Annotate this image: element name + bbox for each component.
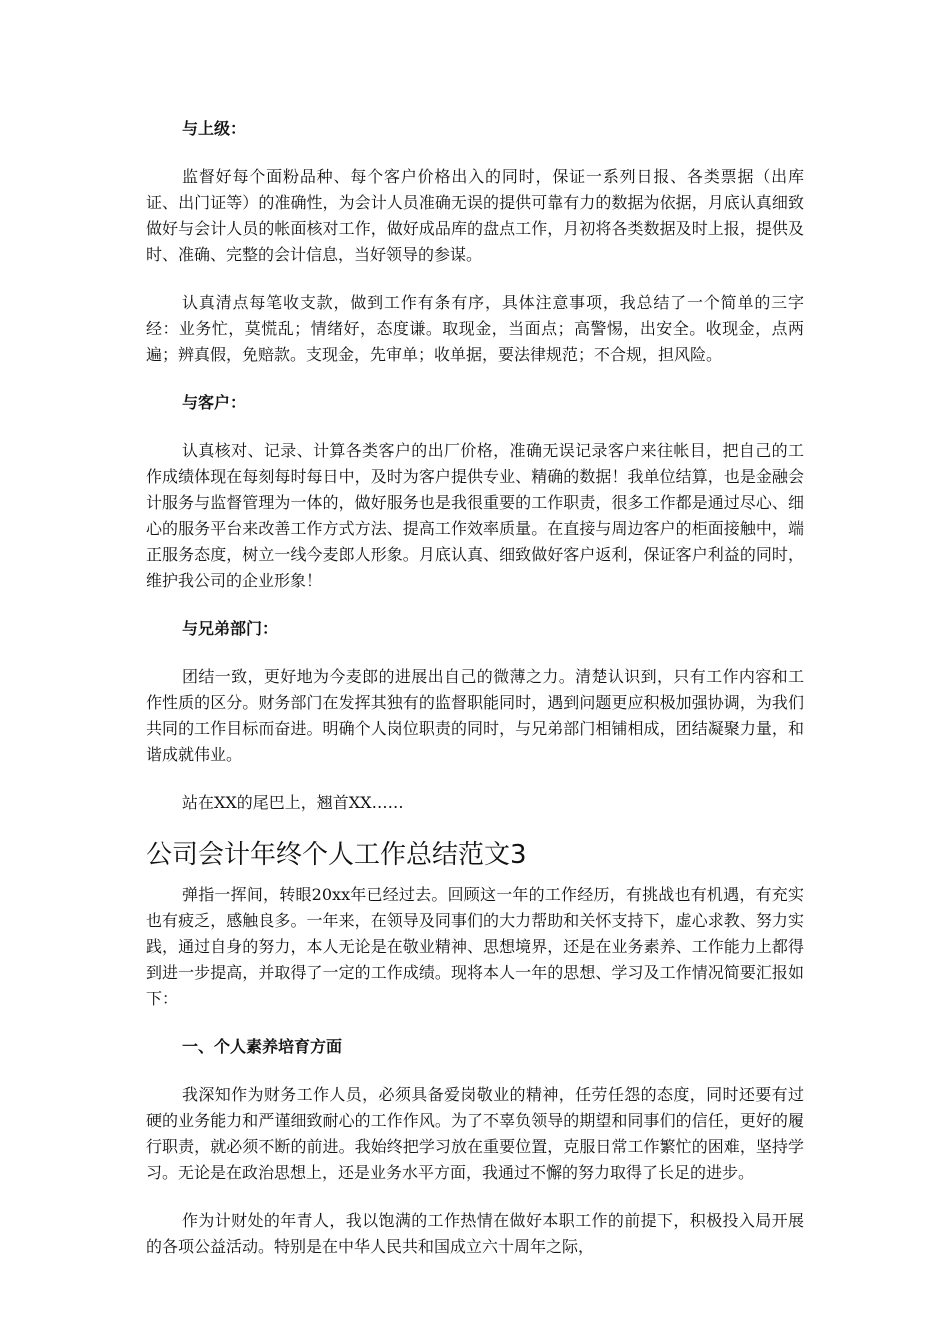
section-heading-personal-quality: 一、个人素养培育方面	[182, 1037, 343, 1056]
article-title: 公司会计年终个人工作总结范文3	[146, 840, 527, 870]
paragraph: 作为计财处的年青人，我以饱满的工作热情在做好本职工作的前提下，积极投入局开展的各项公益活动。特别是在中华人民共和国成立六十周年之际，	[146, 1211, 804, 1256]
paragraph: 我深知作为财务工作人员，必须具备爱岗敬业的精神，任劳任怨的态度，同时还要有过硬的业务能力和严谨细致耐心的工作作风。为了不辜负领导的期望和同事们的信任，更好的履行职责，就必须不断的前进。我始终把学习放在重要位置，克服日常工作繁忙的困难，坚持学习。无论是在政治思想上，还是业务水平方面，我通过不懈的努力取得了长足的进步。	[146, 1085, 804, 1182]
paragraph: 团结一致，更好地为今麦郎的进展出自己的微薄之力。清楚认识到，只有工作内容和工作性质的区分。财务部门在发挥其独有的监督职能同时，遇到问题更应积极加强协调，为我们共同的工作目标而奋进。明确个人岗位职责的同时，与兄弟部门相铺相成，团结凝聚力量，和谐成就伟业。	[146, 667, 804, 764]
section-heading-customers: 与客户：	[182, 393, 247, 412]
section-heading-departments: 与兄弟部门：	[182, 619, 279, 638]
section-heading-superiors: 与上级：	[182, 119, 247, 138]
paragraph: 弹指一挥间，转眼20xx年已经过去。回顾这一年的工作经历，有挑战也有机遇，有充实也有疲乏，感触良多。一年来，在领导及同事们的大力帮助和关怀支持下，虚心求教、努力实践，通过自身的努力，本人无论是在敬业精神、思想境界，还是在业务素养、工作能力上都得到进一步提高，并取得了一定的工作成绩。现将本人一年的思想、学习及工作情况简要汇报如下：	[146, 885, 804, 1008]
paragraph: 认真清点每笔收支款，做到工作有条有序，具体注意事项，我总结了一个简单的三字经：业务忙，莫慌乱；情绪好，态度谦。取现金，当面点；高警惕，出安全。收现金，点两遍；辨真假，免赔款。支现金，先审单；收单据，要法律规范；不合规，担风险。	[146, 293, 804, 364]
paragraph: 认真核对、记录、计算各类客户的出厂价格，准确无误记录客户来往帐目，把自己的工作成绩体现在每刻每时每日中，及时为客户提供专业、精确的数据！我单位结算，也是金融会计服务与监督管理为一体的，做好服务也是我很重要的工作职责，很多工作都是通过尽心、细心的服务平台来改善工作方式方法、提高工作效率质量。在直接与周边客户的柜面接触中，端正服务态度，树立一线今麦郎人形象。月底认真、细致做好客户返利，保证客户利益的同时，维护我公司的企业形象！	[146, 441, 804, 590]
paragraph: 站在XX的尾巴上，翘首XX……	[182, 793, 404, 812]
paragraph: 监督好每个面粉品种、每个客户价格出入的同时，保证一系列日报、各类票据（出库证、出门证等）的准确性，为会计人员准确无误的提供可靠有力的数据为依据，月底认真细致做好与会计人员的帐面核对工作，做好成品库的盘点工作，月初将各类数据及时上报，提供及时、准确、完整的会计信息，当好领导的参谋。	[146, 167, 804, 264]
